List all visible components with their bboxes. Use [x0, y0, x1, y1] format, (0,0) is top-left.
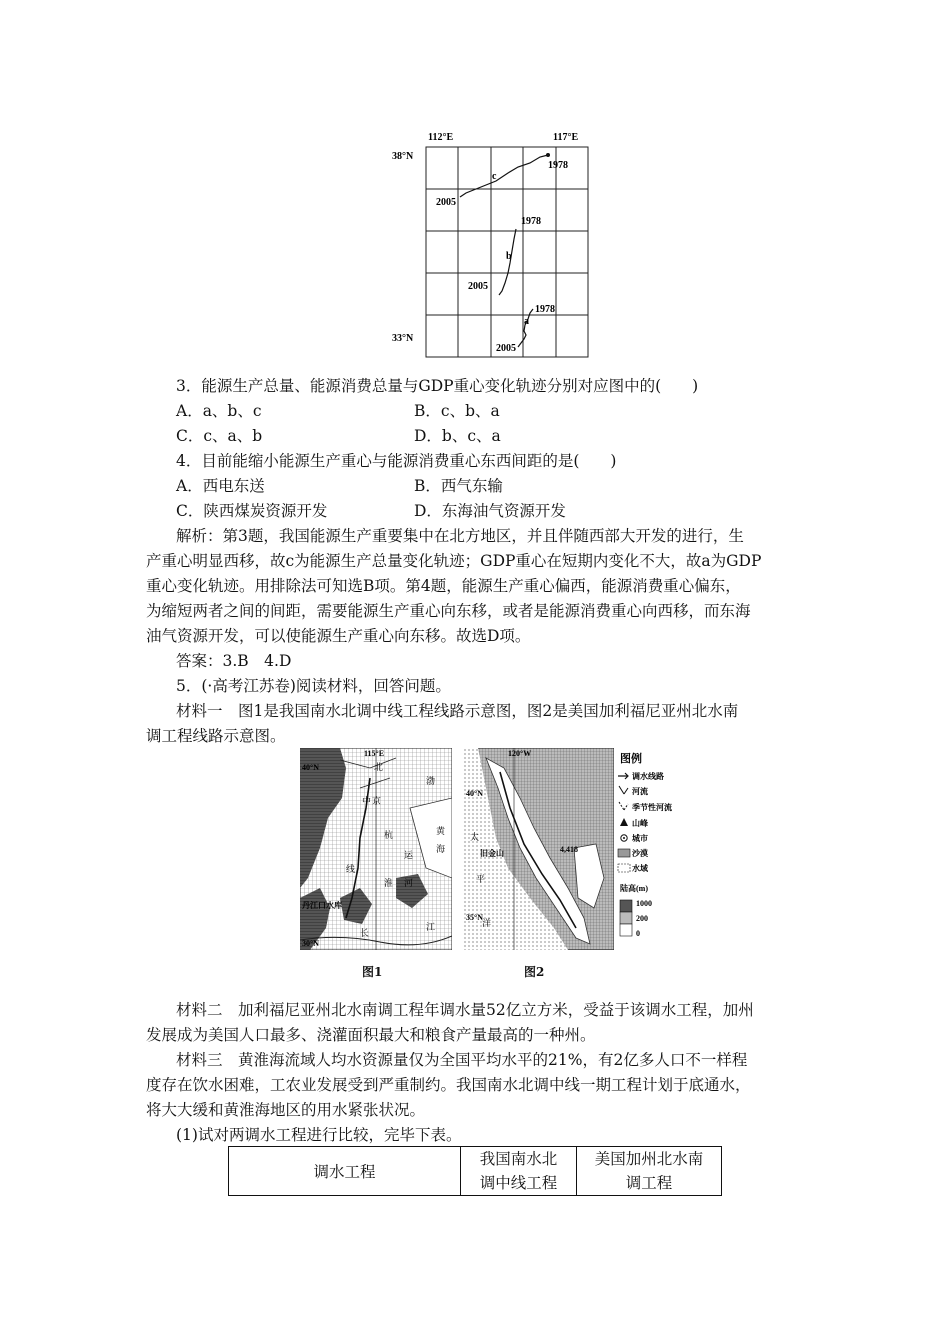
river-icon: [619, 786, 628, 794]
desert-icon: [618, 849, 630, 857]
lat-bottom-label: 33°N: [392, 333, 414, 344]
table-col-usa: 美国加州北水南 调工程: [577, 1147, 722, 1196]
material-1-line-2: 调工程线路示意图。: [146, 727, 286, 745]
fig1-char-12: 江: [426, 922, 436, 932]
fig1-char-7: 运: [404, 850, 414, 860]
q4-option-d: D．东海油气资源开发: [414, 502, 566, 520]
fig1-char-6: 海: [436, 844, 446, 854]
legend-item-0: 调水线路: [632, 772, 664, 781]
water-icon: [618, 864, 630, 872]
fig2-lat-bottom-label: 35°N: [466, 913, 483, 922]
fig1-lon-label: 115°E: [364, 749, 385, 758]
elevation-title: 陆高(m): [620, 884, 648, 893]
q3-option-d: D．b、c、a: [414, 427, 501, 445]
fig1-reservoir-label: 丹江口水库: [302, 901, 342, 910]
lon-right-label: 117°E: [553, 132, 579, 143]
fig1-char-10: 河: [404, 878, 414, 888]
fig1-lat-bottom-label: 30°N: [302, 939, 319, 948]
fig2-ocean-char-0: 太: [470, 832, 480, 842]
answer: 答案：3.B 4.D: [176, 652, 292, 670]
fig1-lat-top-label: 40°N: [302, 763, 319, 772]
q3-option-c: C．c、a、b: [176, 427, 263, 445]
question-4: 4．目前能缩小能源生产重心与能源消费重心东西间距的是( ): [176, 452, 617, 470]
elevation-mid-swatch: [620, 912, 632, 924]
peak-icon: [620, 818, 628, 826]
material-1-line-1: 材料一 图1是我国南水北调中线工程线路示意图，图2是美国加利福尼亚州北水南: [176, 702, 739, 720]
centroid-trajectory-figure: [390, 125, 600, 363]
fig1-char-8: 线: [346, 864, 356, 874]
fig2-lon-label: 120°W: [508, 749, 532, 758]
q3-option-b: B．c、b、a: [414, 402, 500, 420]
elevation-level-0: 1000: [636, 899, 652, 908]
trajectory-b: [499, 229, 516, 295]
analysis-line-3: 重心变化轨迹。用排除法可知选B项。第4题，能源生产重心偏西，能源消费重心偏东，: [146, 577, 741, 595]
figure-2-map: [464, 748, 614, 950]
question-3: 3．能源生产总量、能源消费总量与GDP重心变化轨迹分别对应图中的( ): [176, 377, 699, 395]
fig1-char-9: 淮: [384, 878, 394, 888]
legend-item-6: 水域: [632, 864, 648, 873]
lat-top-label: 38°N: [392, 151, 414, 162]
lon-left-label: 112°E: [428, 132, 454, 143]
q4-option-a: A．西电东送: [176, 477, 265, 495]
legend-item-4: 城市: [632, 834, 648, 843]
b-end-year: 2005: [468, 281, 488, 292]
figure-1-caption: 图1: [362, 965, 383, 979]
legend-item-2: 季节性河流: [632, 803, 672, 812]
elevation-high-swatch: [620, 900, 632, 912]
fig1-char-4: 黄: [436, 826, 446, 836]
figure-1-map: [300, 748, 452, 950]
legend-item-5: 沙漠: [632, 849, 648, 858]
fig2-ocean-char-1: 平: [476, 874, 486, 884]
b-letter: b: [506, 251, 512, 262]
a-end-year: 2005: [496, 343, 516, 354]
q4-option-c: C．陕西煤炭资源开发: [176, 502, 328, 520]
analysis-line-2: 产重心明显西移，故c为能源生产总量变化轨迹；GDP重心在短期内变化不大，故a为GDP: [146, 552, 762, 570]
elevation-level-1: 200: [636, 914, 648, 923]
fig1-char-1: 渤: [426, 776, 436, 786]
material-2-line-1: 材料二 加利福尼亚州北水南调工程年调水量52亿立方米，受益于该调水工程，加州: [176, 1001, 754, 1019]
map-legend: [616, 748, 686, 948]
analysis-line-1: 解析：第3题，我国能源生产重要集中在北方地区，并且伴随西部大开发的进行，生: [176, 527, 744, 545]
b-start-year: 1978: [521, 216, 541, 227]
c-letter: c: [492, 171, 497, 182]
elevation-level-2: 0: [636, 929, 640, 938]
comparison-table: [228, 1146, 722, 1196]
seasonal-river-icon: [619, 802, 628, 810]
a-letter: a: [524, 316, 529, 327]
figure-2-caption: 图2: [524, 965, 545, 979]
material-3-line-1: 材料三 黄淮海流域人均水资源量仅为全国平均水平的21%，有2亿多人口不一样程: [176, 1051, 748, 1069]
diversion-route-icon: [618, 773, 628, 779]
table-col-china: 我国南水北 调中线工程: [461, 1147, 577, 1196]
a-start-year: 1978: [535, 304, 555, 315]
fig2-lat-top-label: 40°N: [466, 789, 483, 798]
analysis-line-4: 为缩短两者之间的间距，需要能源生产重心向东移，或者是能源消费重心向西移，而东海: [146, 602, 751, 620]
c-end-year: 2005: [436, 197, 456, 208]
c-start-year: 1978: [548, 160, 568, 171]
question-5: 5．(·高考江苏卷)阅读材料，回答问题。: [176, 677, 451, 695]
analysis-line-5: 油气资源开发，可以使能源生产重心向东移。故选D项。: [146, 627, 531, 645]
material-3-line-2: 度存在饮水困难，工农业发展受到严重制约。我国南水北调中线一期工程计划于底通水，: [146, 1076, 751, 1094]
fig1-char-5: 杭: [384, 830, 394, 840]
sub-question-1: (1)试对两调水工程进行比较，完毕下表。: [176, 1126, 462, 1144]
q3-option-a: A．a、b、c: [176, 402, 262, 420]
fig1-char-2: 中: [362, 796, 372, 806]
legend-item-3: 山峰: [632, 819, 648, 828]
table-head-cell: 调水工程: [229, 1147, 461, 1196]
fig1-char-3: 京: [372, 796, 382, 806]
legend-item-1: 河流: [632, 787, 648, 796]
trajectory-c: [460, 155, 548, 197]
fig2-valley-label: 旧金山: [480, 849, 504, 858]
fig1-char-0: 北: [374, 762, 384, 772]
fig2-ocean-char-2: 洋: [482, 918, 492, 928]
material-2-line-2: 发展成为美国人口最多、浇灌面积最大和粮食产量最高的一种州。: [146, 1026, 596, 1044]
material-3-line-3: 将大大缓和黄淮海地区的用水紧张状况。: [146, 1101, 426, 1119]
fig2-peak-label: 4,418: [560, 845, 578, 854]
fig1-char-11: 长: [360, 928, 370, 938]
elevation-low-swatch: [620, 924, 632, 936]
q4-option-b: B．西气东输: [414, 477, 503, 495]
legend-title: 图例: [620, 753, 642, 765]
